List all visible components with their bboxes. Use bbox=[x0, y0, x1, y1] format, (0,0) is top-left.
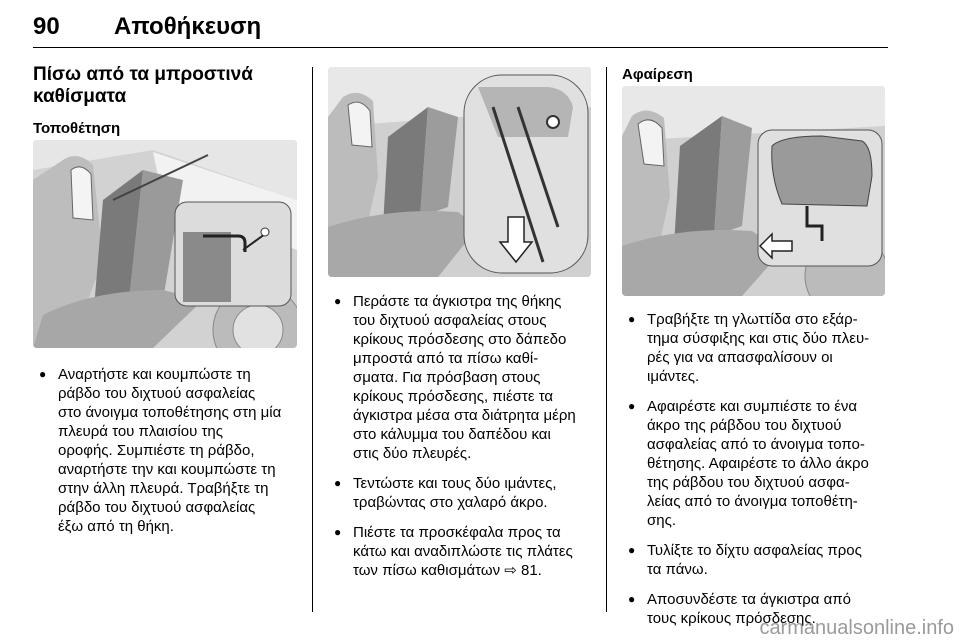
text-line: στο άνοιγμα τοποθέτησης στη μία bbox=[58, 404, 282, 421]
bullet-list-left bbox=[33, 365, 308, 547]
text-line: ράβδο του διχτυού ασφαλείας bbox=[58, 385, 256, 402]
text-line: τους κρίκους πρόσδεσης. bbox=[647, 610, 816, 627]
subheading-removal: Αφαίρεση bbox=[622, 66, 693, 83]
figure-install-rod bbox=[33, 140, 297, 348]
bullet-list-middle bbox=[328, 292, 603, 591]
text-line: σης. bbox=[647, 512, 676, 529]
text-line: λείας από το άνοιγμα τοποθέτη- bbox=[647, 493, 858, 510]
list-item bbox=[622, 310, 912, 386]
list-item bbox=[328, 523, 603, 580]
text-line: οροφής. Συμπιέστε τη ράβδο, bbox=[58, 442, 255, 459]
list-item bbox=[328, 292, 603, 463]
text-line: ● Τεντώστε και τους δύο ιμάντες, bbox=[353, 475, 557, 492]
list-item bbox=[328, 474, 603, 512]
list-item bbox=[622, 541, 912, 579]
text-line: τα πάνω. bbox=[647, 561, 708, 578]
text-line: ● Αφαιρέστε και συμπιέστε το ένα bbox=[647, 398, 858, 415]
section-title-line: Πίσω από τα μπροστινά bbox=[33, 64, 253, 85]
text-line: ● Περάστε τα άγκιστρα της θήκης bbox=[353, 293, 562, 310]
text-line: κρίκους πρόσδεσης στο δάπεδο bbox=[353, 331, 567, 348]
text-line: σματα. Για πρόσβαση στους bbox=[353, 369, 541, 386]
text-line: ● Τραβήξτε τη γλωττίδα στο εξάρ- bbox=[647, 311, 858, 328]
text-line: θέτησης. Αφαιρέστε το άλλο άκρο bbox=[647, 455, 869, 472]
text-line: τραβώντας στο χαλαρό άκρο. bbox=[353, 494, 548, 511]
section-title bbox=[33, 64, 293, 108]
text-line: κάτω και αναδιπλώστε τις πλάτες bbox=[353, 543, 573, 560]
watermark: carmanualsonline.info bbox=[759, 617, 954, 639]
page-number: 90 bbox=[33, 13, 60, 40]
text-line: πλευρά του πλαισίου της bbox=[58, 423, 223, 440]
bullet-list-right bbox=[622, 310, 912, 639]
subheading-installation: Τοποθέτηση bbox=[33, 120, 121, 137]
text-line: ● Αναρτήστε και κουμπώστε τη bbox=[58, 366, 251, 383]
text-line: στο κάλυμμα του δαπέδου και bbox=[353, 426, 551, 443]
section-title-line: καθίσματα bbox=[33, 86, 127, 107]
text-line: ● Τυλίξτε το δίχτυ ασφαλείας προς bbox=[647, 542, 862, 559]
column-divider-right bbox=[606, 67, 607, 612]
text-line: των πίσω καθισμάτων ⇨ 81. bbox=[353, 562, 542, 579]
text-line: αναρτήστε την και κουμπώστε τη bbox=[58, 461, 276, 478]
text-line: ● Αποσυνδέστε τα άγκιστρα από bbox=[647, 591, 851, 608]
figure-removal bbox=[622, 86, 885, 296]
text-line: στην άλλη πλευρά. Τραβήξτε τη bbox=[58, 480, 269, 497]
list-item bbox=[622, 397, 912, 530]
text-line: κρίκους πρόσδεσης, πιέστε τα bbox=[353, 388, 554, 405]
text-line: ρές για να απασφαλίσουν οι bbox=[647, 349, 833, 366]
figure-hook-attach bbox=[328, 67, 591, 277]
text-line: μπροστά από τα πίσω καθί- bbox=[353, 350, 539, 367]
text-line: του διχτυού ασφαλείας στους bbox=[353, 312, 547, 329]
text-line: έξω από τη θήκη. bbox=[58, 518, 174, 535]
text-line: τημα σύσφιξης και στις δύο πλευ- bbox=[647, 330, 870, 347]
text-line: ασφαλείας από το άνοιγμα τοπο- bbox=[647, 436, 865, 453]
text-line: της ράβδου του διχτυού ασφα- bbox=[647, 474, 850, 491]
text-line: ράβδο του διχτυού ασφαλείας bbox=[58, 499, 256, 516]
page-title: Αποθήκευση bbox=[114, 13, 262, 40]
column-divider-left bbox=[312, 67, 313, 612]
text-line: άγκιστρα μέσα στα διάτρητα μέρη bbox=[353, 407, 576, 424]
text-line: άκρο της ράβδου του διχτυού bbox=[647, 417, 842, 434]
text-line: ιμάντες. bbox=[647, 368, 700, 385]
header-rule bbox=[33, 47, 888, 48]
text-line: ● Πιέστε τα προσκέφαλα προς τα bbox=[353, 524, 561, 541]
list-item bbox=[33, 365, 308, 536]
text-line: στις δύο πλευρές. bbox=[353, 445, 472, 462]
